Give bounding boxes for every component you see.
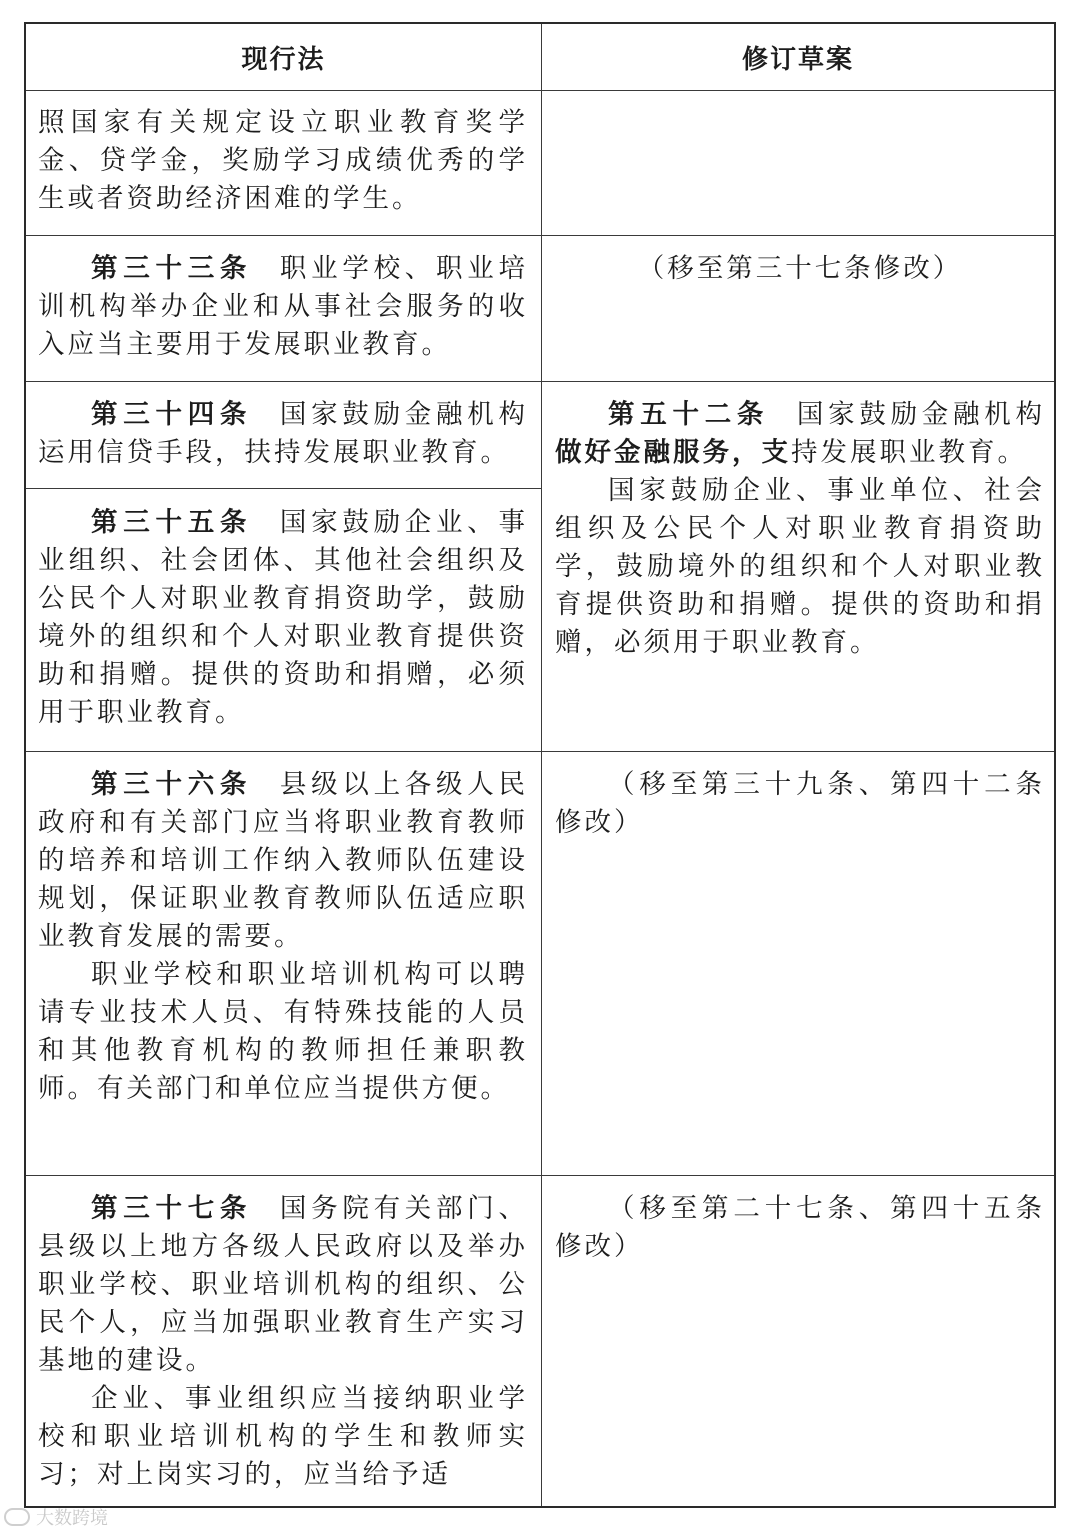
watermark-text: 大数跨境: [36, 1508, 108, 1529]
article-number: 第三十四条: [91, 399, 253, 430]
row-divider: [26, 235, 1054, 236]
article-text: 国家鼓励企业、事业组织、社会团体、其他社会组织及公民个人对职业教育捐资助学，鼓励境外的组织和个人对职业教育提供资助和捐赠。提供的资助和捐赠，必须用于职业教育。: [38, 507, 528, 728]
paragraph: 企业、事业组织应当接纳职业学校和职业培训机构的学生和教师实习；对上岗实习的，应当给予适: [38, 1383, 528, 1490]
article-text: 国务院有关部门、县级以上地方各级人民政府以及举办职业学校、职业培训机构的组织、公民个人，应当加强职业教育生产实习基地的建设。: [38, 1193, 528, 1376]
paragraph: 照国家有关规定设立职业教育奖学金、贷学金，奖励学习成绩优秀的学生或者资助经济困难的学生。: [38, 107, 528, 214]
row4-revised-draft: [555, 766, 1045, 842]
column-divider: [541, 24, 542, 1506]
paragraph: [38, 250, 528, 364]
header-current-law: 现行法: [241, 45, 326, 75]
row1-revised-draft: （移至第三十七条修改）: [637, 253, 963, 284]
row3-current-law: [38, 504, 528, 732]
row2-3-revised-draft: [555, 396, 1045, 662]
article-number: 第五十二条: [608, 399, 770, 430]
paragraph: [38, 1190, 528, 1380]
paragraph: [555, 396, 1045, 472]
watermark: [4, 1504, 108, 1530]
article-number: 第三十七条: [91, 1193, 253, 1224]
paragraph: [38, 766, 528, 956]
comparison-table: [24, 22, 1056, 1508]
row-divider: [26, 751, 1054, 752]
row2-current-law: [38, 396, 528, 472]
row1-current-law: [38, 250, 528, 364]
watermark-logo-icon: [4, 1508, 30, 1526]
row5-current-law: [38, 1190, 528, 1494]
article-number: 第三十三条: [91, 253, 253, 284]
article-text: 县级以上各级人民政府和有关部门应当将职业教育教师的培养和培训工作纳入教师队伍建设规划，保证职业教育教师队伍适应职业教育发展的需要。: [38, 769, 528, 952]
row-divider: [26, 488, 541, 489]
header-revised-draft: 修订草案: [741, 45, 854, 75]
article-number: 第三十六条: [91, 769, 253, 800]
paragraph: 职业学校和职业培训机构可以聘请专业技术人员、有特殊技能的人员和其他教育机构的教师担任兼职教师。有关部门和单位应当提供方便。: [38, 959, 528, 1104]
paragraph: （移至第二十七条、第四十五条修改）: [555, 1193, 1045, 1262]
row-divider: [26, 1175, 1054, 1176]
row0-current-law: [38, 104, 528, 218]
paragraph: （移至第三十九条、第四十二条修改）: [555, 769, 1045, 838]
row4-current-law: [38, 766, 528, 1108]
article-text: 国家鼓励金融机构: [795, 399, 1045, 430]
row5-revised-draft: [555, 1190, 1045, 1266]
article-text: 持发展职业教育。: [791, 437, 1027, 468]
row-divider: [26, 90, 1054, 91]
article-number: 第三十五条: [91, 507, 253, 538]
paragraph: 国家鼓励企业、事业单位、社会组织及公民个人对职业教育捐资助学，鼓励境外的组织和个人对职业教育提供资助和捐赠。提供的资助和捐赠，必须用于职业教育。: [555, 475, 1045, 658]
paragraph: [38, 504, 528, 732]
article-text: 职业学校、职业培训机构举办企业和从事社会服务的收入应当主要用于发展职业教育。: [38, 253, 528, 360]
paragraph: [38, 396, 528, 472]
amended-text: 做好金融服务，支: [555, 437, 791, 468]
row-divider: [26, 381, 1054, 382]
article-text: 国家鼓励金融机构运用信贷手段，扶持发展职业教育。: [38, 399, 528, 468]
